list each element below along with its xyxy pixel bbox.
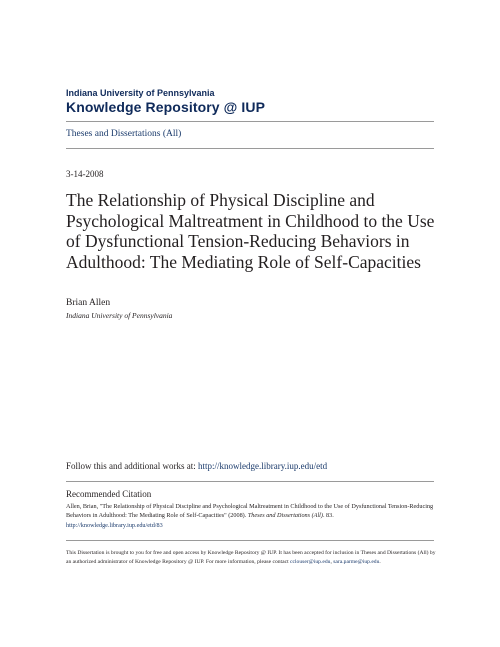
contact-email-1[interactable]: cclouser@iup.edu — [290, 559, 331, 566]
notice-separator: , — [330, 559, 334, 566]
access-notice — [66, 549, 438, 568]
follow-line — [66, 461, 327, 471]
divider — [66, 540, 434, 541]
repository-name[interactable]: Knowledge Repository @ IUP — [66, 99, 266, 115]
collection-link[interactable]: Theses and Dissertations (All) — [66, 129, 182, 139]
notice-text: This Dissertation is brought to you for free and open access by Knowledge Repository @ IUP. It has been accepted for inclusion in Theses and Dissertations (All) by an authorized administrator of Knowledge Repository @ IUP. For more information, please contact — [66, 550, 436, 566]
author-affiliation: Indiana University of Pennsylvania — [66, 311, 173, 320]
citation-number: . 83. — [322, 512, 334, 520]
university-name: Indiana University of Pennsylvania — [66, 88, 215, 98]
divider — [66, 121, 434, 122]
publication-date: 3-14-2008 — [66, 169, 104, 179]
contact-email-2[interactable]: sara.parme@iup.edu — [333, 559, 380, 566]
document-title: The Relationship of Physical Discipline and Psychological Maltreatment in Childhood to the Use of Dysfunctional Tension-Reducing Behaviors in Adulthood: The Mediating Role of Self-Capacities — [66, 190, 435, 272]
divider — [66, 481, 434, 482]
follow-text: Follow this and additional works at: — [66, 461, 198, 471]
etd-link[interactable]: http://knowledge.library.iup.edu/etd — [198, 461, 328, 471]
notice-end: . — [379, 559, 381, 566]
divider — [66, 148, 434, 149]
citation-body: Allen, Brian, "The Relationship of Physical Discipline and Psychological Maltreatment in Childhood to the Use of Dysfunctional Tension-Reducing Behaviors in Adulthood: The Mediating Role of Self-Capacities" (2008). — [66, 503, 434, 520]
citation-heading: Recommended Citation — [66, 489, 152, 499]
author-name: Brian Allen — [66, 298, 111, 308]
citation-text — [66, 502, 438, 530]
citation-url[interactable]: http://knowledge.library.iup.edu/etd/83 — [66, 521, 163, 529]
citation-series: Theses and Dissertations (All) — [247, 512, 323, 520]
